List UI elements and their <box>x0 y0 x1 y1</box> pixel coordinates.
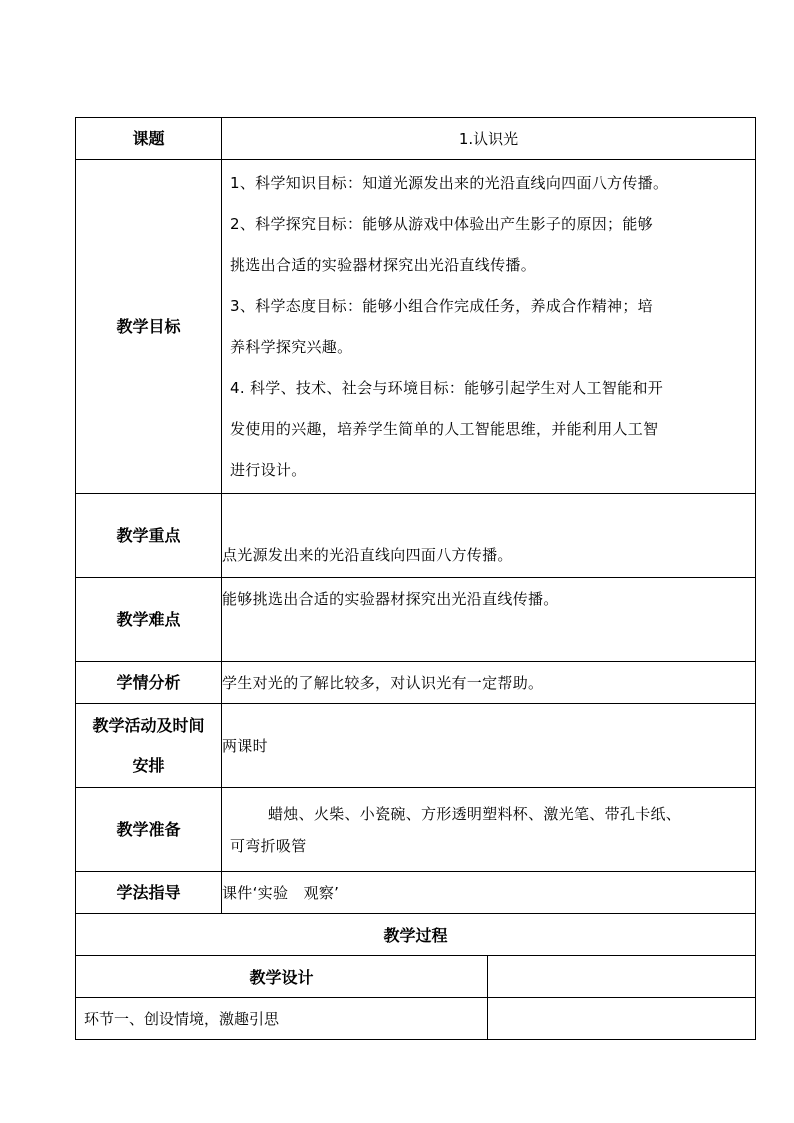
objectives-content <box>222 160 756 494</box>
objectives-label: 教学目标 <box>76 160 222 494</box>
schedule-row <box>76 704 756 788</box>
method-label: 学法指导 <box>76 872 222 914</box>
prep-content <box>222 788 756 872</box>
stage1-side-cell <box>488 998 756 1040</box>
objective-line: 发使用的兴趣，培养学生简单的人工智能思维，并能利用人工智 <box>230 419 659 438</box>
objective-line: 2、科学探究目标：能够从游戏中体验出产生影子的原因；能够 <box>230 214 653 233</box>
key-points-value: 点光源发出来的光沿直线向四面八方传播。 <box>222 494 756 578</box>
design-side-cell <box>488 956 756 998</box>
prep-label: 教学准备 <box>76 788 222 872</box>
process-heading: 教学过程 <box>76 914 756 956</box>
design-heading: 教学设计 <box>76 956 488 998</box>
prep-line: 可弯折吸管 <box>230 836 307 855</box>
method-value: 课件‘实验 观察’ <box>222 872 756 914</box>
design-heading-row <box>76 956 756 998</box>
objective-line: 养科学探究兴趣。 <box>230 337 353 356</box>
key-points-row <box>76 494 756 578</box>
schedule-label-line2: 安排 <box>132 755 165 775</box>
schedule-value: 两课时 <box>222 704 756 788</box>
topic-label: 课题 <box>76 118 222 160</box>
difficulties-label: 教学难点 <box>76 578 222 662</box>
lesson-plan-table <box>75 117 756 1040</box>
topic-row <box>76 118 756 160</box>
stage1-text: 环节一、创设情境，激趣引思 <box>76 998 488 1040</box>
objective-line: 3、科学态度目标：能够小组合作完成任务，养成合作精神；培 <box>230 296 653 315</box>
objective-line: 挑选出合适的实验器材探究出光沿直线传播。 <box>230 255 537 274</box>
schedule-label <box>76 704 222 788</box>
difficulties-value: 能够挑选出合适的实验器材探究出光沿直线传播。 <box>222 578 756 662</box>
process-heading-row <box>76 914 756 956</box>
analysis-value: 学生对光的了解比较多，对认识光有一定帮助。 <box>222 662 756 704</box>
objective-line: 进行设计。 <box>230 460 307 479</box>
prep-row <box>76 788 756 872</box>
schedule-label-line1: 教学活动及时间 <box>92 715 205 735</box>
analysis-row <box>76 662 756 704</box>
analysis-label: 学情分析 <box>76 662 222 704</box>
objective-line: 4. 科学、技术、社会与环境目标：能够引起学生对人工智能和开 <box>230 378 664 397</box>
difficulties-row <box>76 578 756 662</box>
method-row <box>76 872 756 914</box>
topic-value: 1.认识光 <box>222 118 756 160</box>
objective-line: 1、科学知识目标：知道光源发出来的光沿直线向四面八方传播。 <box>230 173 669 192</box>
stage1-row <box>76 998 756 1040</box>
objectives-row <box>76 160 756 494</box>
key-points-label: 教学重点 <box>76 494 222 578</box>
prep-line: 蜡烛、火柴、小瓷碗、方形透明塑料杯、激光笔、带孔卡纸、 <box>268 804 682 823</box>
